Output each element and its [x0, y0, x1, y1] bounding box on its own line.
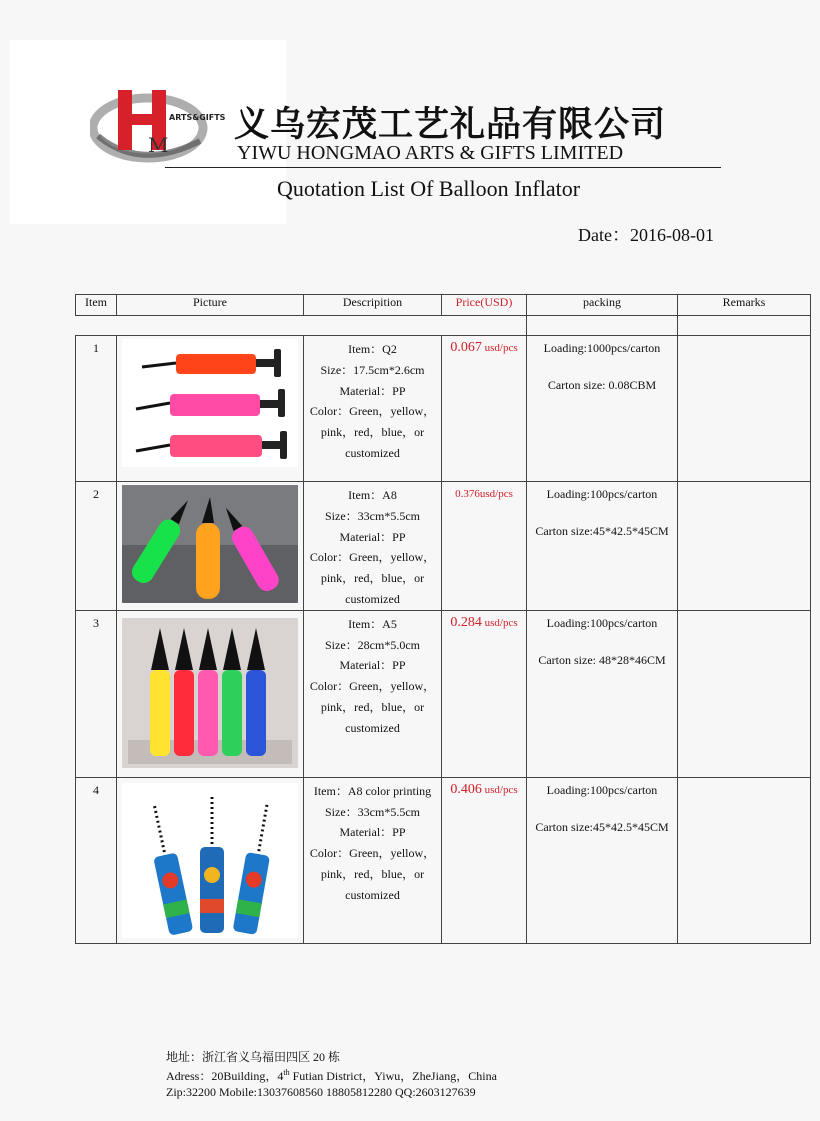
- table-row: [76, 610, 811, 777]
- product-description: Item：A8 Size：33cm*5.5cm Material：PP Color：Green，yellow， pink，red，blue，or customized: [304, 482, 442, 611]
- product-description: Item：Q2 Size：17.5cm*2.6cm Material：PP Color：Green，yellow， pink，red，blue，or customized: [304, 336, 442, 482]
- table-row: [76, 482, 811, 611]
- column-header-item: Item: [76, 295, 117, 316]
- item-number: 2: [76, 482, 117, 611]
- footer-address-en: Adress：20Building，4th Futian District，Yiwu，ZheJiang，China: [166, 1068, 497, 1083]
- balloon-pump-image: [122, 783, 298, 938]
- item-number: 4: [76, 777, 117, 943]
- product-description: Item：A8 color printing Size：33cm*5.5cm Material：PP Color：Green，yellow， pink，red，blue，or customized: [304, 777, 442, 943]
- company-name-en: YIWU HONGMAO ARTS & GIFTS LIMITED: [237, 142, 624, 164]
- footer-contact: [166, 1049, 497, 1100]
- product-picture: [117, 482, 304, 611]
- header-divider: [165, 167, 721, 168]
- table-header-row: [76, 295, 811, 316]
- column-header-remarks: Remarks: [678, 295, 811, 316]
- column-header-picture: Picture: [117, 295, 304, 316]
- company-logo: [90, 86, 225, 166]
- product-price: 0.406 usd/pcs: [442, 777, 527, 943]
- quotation-table: [75, 294, 811, 944]
- item-number: 1: [76, 336, 117, 482]
- packing-info: Loading:100pcs/carton Carton size:45*42.5*45CM: [527, 777, 678, 943]
- remarks-cell: [678, 482, 811, 611]
- column-header-packing: packing: [527, 295, 678, 316]
- packing-info: Loading:1000pcs/carton Carton size: 0.08CBM: [527, 336, 678, 482]
- column-header-price: Price(USD): [442, 295, 527, 316]
- column-header-description: Descripition: [304, 295, 442, 316]
- product-price: 0.284 usd/pcs: [442, 610, 527, 777]
- remarks-cell: [678, 336, 811, 482]
- product-description: Item：A5 Size：28cm*5.0cm Material：PP Color：Green，yellow， pink，red，blue，or customized: [304, 610, 442, 777]
- packing-info: Loading:100pcs/carton Carton size: 48*28*46CM: [527, 610, 678, 777]
- product-picture: [117, 777, 304, 943]
- product-price: 0.376usd/pcs: [442, 482, 527, 611]
- packing-info: Loading:100pcs/carton Carton size:45*42.5*45CM: [527, 482, 678, 611]
- remarks-cell: [678, 777, 811, 943]
- footer-contact-line: Zip:32200 Mobile:13037608560 18805812280 QQ:2603127639: [166, 1085, 476, 1099]
- product-picture: [117, 336, 304, 482]
- svg-text:M: M: [148, 133, 169, 157]
- table-subheader-row: [76, 316, 811, 336]
- product-picture: [117, 610, 304, 777]
- document-date: Date：2016-08-01: [578, 225, 714, 245]
- document-title: Quotation List Of Balloon Inflator: [277, 176, 581, 201]
- table-row: [76, 777, 811, 943]
- product-price: 0.067 usd/pcs: [442, 336, 527, 482]
- company-name-cn: 义乌宏茂工艺礼品有限公司: [234, 105, 667, 145]
- svg-text:ARTS&GIFTS: ARTS&GIFTS: [169, 113, 225, 122]
- balloon-pump-image: [122, 618, 298, 768]
- table-row: [76, 336, 811, 482]
- footer-address-cn: 地址：浙江省义乌福田四区 20 栋: [166, 1050, 341, 1064]
- item-number: 3: [76, 610, 117, 777]
- balloon-pump-image: [122, 485, 298, 603]
- remarks-cell: [678, 610, 811, 777]
- balloon-pump-image: [122, 339, 298, 467]
